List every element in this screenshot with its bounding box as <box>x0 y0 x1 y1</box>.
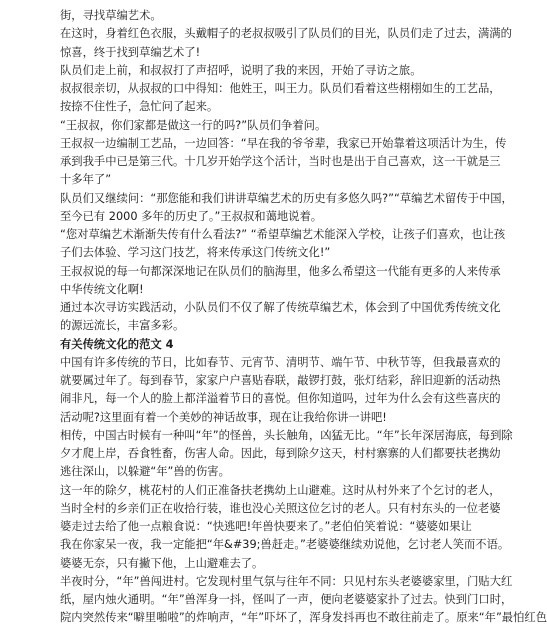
text-line: 按捺不住性子，急忙问了起来。 <box>60 100 219 114</box>
text-line: 十多年了” <box>60 173 112 187</box>
text-line: 活动呢?这里面有着一个美妙的神话故事，现在让我给你讲一讲吧! <box>60 410 387 424</box>
text-line: 承到我手中已是第三代。十几岁开始学这个活计，当时也是出于自己喜欢，这一干就是三 <box>60 155 501 168</box>
text-line: 逃往深山，以躲避“年”兽的伤害。 <box>60 465 230 479</box>
section-heading: 有关传统文化的范文 4 <box>60 337 174 351</box>
text-line: 夕才爬上岸，吞食牲畜，伤害人命。因此，每到除夕这天，村村寨寨的人们都要扶老携幼 <box>60 447 501 460</box>
document-body <box>60 7 547 628</box>
text-line: 中华传统文化啊! <box>60 282 144 296</box>
text-line: 这一年的除夕，桃花村的人们正准备扶老携幼上山避难。这时从村外来了个乞讨的老人， <box>60 483 501 497</box>
text-line: 婆走过去给了他一点粮食说：“快逃吧!年兽快要来了。”老伯伯笑着说：“婆婆如果让 <box>60 520 472 533</box>
text-line: 子们去体验、学习这门技艺，将来传承这门传统文化!” <box>60 246 331 260</box>
text-line: 至今已有 2000 多年的历史了。”王叔叔和蔼地说着。 <box>60 209 323 223</box>
text-line: 闹非凡，每一个人的脸上都洋溢着节日的喜悦。但你知道吗，过年为什么会有这些喜庆的 <box>60 392 501 406</box>
text-line: 纸，屋内烛火通明。“年”兽浑身一抖，怪叫了一声，便向老婆婆家扑了过去。快到门口时， <box>60 593 513 606</box>
text-line: 中国有许多传统的节日，比如春节、元宵节、清明节、端午节、中秋节等，但我最喜欢的 <box>60 355 501 369</box>
text-line: 街，寻找草编艺术。 <box>60 9 162 22</box>
text-line: 的源远流长，丰富多彩。 <box>60 319 185 333</box>
text-line: 婆婆无奈，只有撇下他，上山避难去了。 <box>60 556 264 570</box>
text-line: 我在你家呆一夜，我一定能把“年&#39;兽赶走。”老婆婆继续劝说他，乞讨老人笑而不语。 <box>60 538 510 552</box>
text-line: 王叔叔一边编制工艺品，一边回答：“早在我的爷爷辈，我家已开始靠着这项活计为生，传 <box>60 136 507 150</box>
text-line: 当时全村的乡亲们正在收拾行装，谁也没心关照这位乞讨的老人。只有村东头的一位老婆 <box>60 501 501 515</box>
text-line: 就要属过年了。每到春节，家家户户喜贴春联，敲锣打鼓，张灯结彩，辞旧迎新的活动热 <box>60 374 501 387</box>
text-line: 叔叔很亲切，从叔叔的口中得知：他姓王，叫王力。队员们看着这些栩栩如生的工艺品， <box>60 82 501 95</box>
text-line: 队员们又继续问：“那您能和我们讲讲草编艺术的历史有多悠久吗?”“草编艺术留传于中国， <box>60 191 513 205</box>
text-line: 院内突然传来“噼里啪啦”的炸响声，“年”吓坏了，浑身发抖再也不敢往前走了。原来“年”最怕红色 <box>60 611 547 625</box>
text-line: 队员们走上前，和叔叔打了声招呼，说明了我的来因，开始了寻访之旅。 <box>60 63 422 77</box>
text-line: “王叔叔，你们家都是做这一行的吗?”队员们争着问。 <box>60 118 327 132</box>
text-line: 在这时，身着红色衣服，头戴帽子的老叔叔吸引了队员们的目光，队员们走了过去，满满的 <box>60 27 512 41</box>
text-line: 相传，中国古时候有一种叫“年”的怪兽，头长触角，凶猛无比。“年”长年深居海底，每到除 <box>60 428 513 442</box>
text-line: 通过本次寻访实践活动，小队员们不仅了解了传统草编艺术，体会到了中国优秀传统文化 <box>60 301 501 314</box>
text-line: 王叔叔说的每一句都深深地记在队员们的脑海里，他多么希望这一代能有更多的人来传承 <box>60 264 501 278</box>
text-line: “您对草编艺术渐渐失传有什么看法?” “希望草编艺术能深入学校，让孩子们喜欢，也让孩 <box>60 228 506 241</box>
text-line: 惊喜，终于找到草编艺术了! <box>60 45 201 59</box>
text-line: 半夜时分，“年”兽闯进村。它发现村里气氛与往年不同：只见村东头老婆婆家里，门贴大红 <box>60 574 513 588</box>
